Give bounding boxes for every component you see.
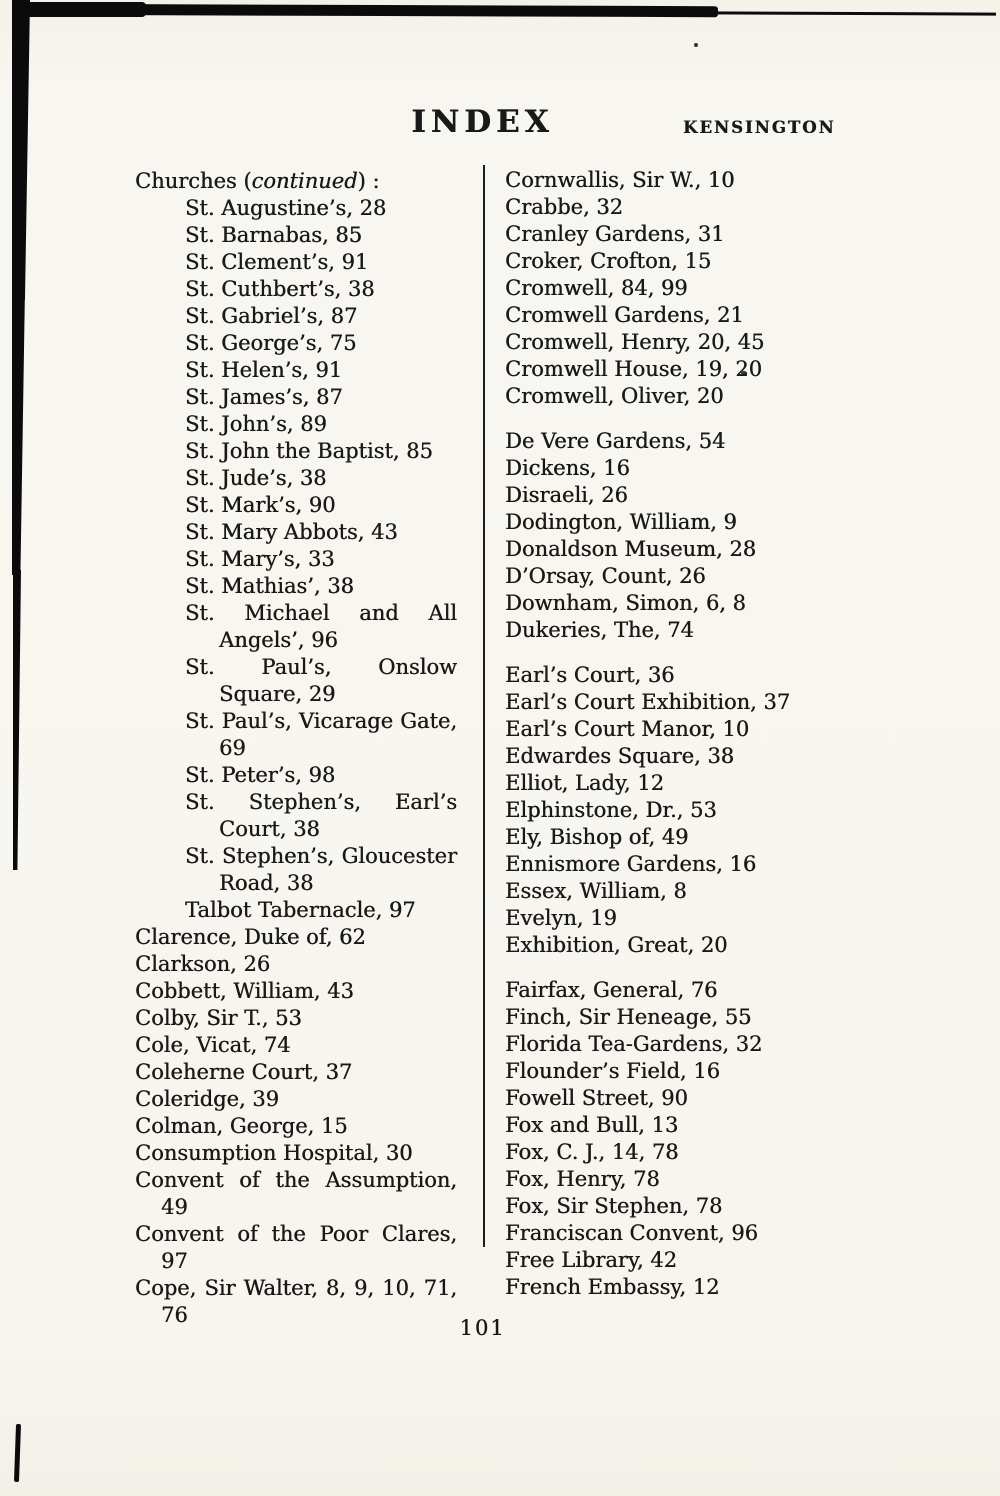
index-entry: St. John the Baptist, 85	[185, 439, 433, 463]
scan-artifact-top-blob	[26, 2, 146, 17]
column-divider-rule	[483, 165, 485, 1247]
left-column	[135, 168, 457, 1329]
index-entry: Cobbett, William, 43	[135, 979, 354, 1003]
index-entry: Cromwell, 84, 99	[505, 276, 688, 300]
index-entry: Convent of the Poor Clares, 97	[135, 1222, 457, 1273]
running-head: KENSINGTON	[683, 118, 836, 137]
scan-artifact-binding-edge-upper	[12, 0, 30, 300]
index-entry: Disraeli, 26	[505, 483, 628, 507]
index-group-c	[505, 167, 837, 410]
index-entry: Dukeries, The, 74	[505, 618, 694, 642]
index-entry: Cranley Gardens, 31	[505, 222, 725, 246]
index-entry: Fox, Sir Stephen, 78	[505, 1194, 723, 1218]
index-entry: Downham, Simon, 6, 8	[505, 591, 746, 615]
index-entry: Essex, William, 8	[505, 879, 687, 903]
index-entry: St. George’s, 75	[185, 331, 357, 355]
index-entry: Elphinstone, Dr., 53	[505, 798, 717, 822]
right-column	[505, 167, 837, 1301]
index-entry: D’Orsay, Count, 26	[505, 564, 706, 588]
index-entry: Cromwell Gardens, 21	[505, 303, 744, 327]
index-group-e	[505, 662, 837, 959]
index-entry: Ely, Bishop of, 49	[505, 825, 689, 849]
page-title: INDEX	[411, 104, 554, 140]
index-entry: Cromwell House, 19, 20	[505, 357, 763, 381]
index-entry: Ennismore Gardens, 16	[505, 852, 757, 876]
index-entry: St. Mathias’, 38	[185, 574, 354, 598]
index-entry: Free Library, 42	[505, 1248, 677, 1272]
index-entry: St. Peter’s, 98	[185, 763, 336, 787]
index-entry: Clarence, Duke of, 62	[135, 925, 366, 949]
index-entry: Coleherne Court, 37	[135, 1060, 353, 1084]
index-entry: Flounder’s Field, 16	[505, 1059, 720, 1083]
index-group-d	[505, 428, 837, 644]
index-entry: Earl’s Court, 36	[505, 663, 675, 687]
index-entry: Talbot Tabernacle, 97	[185, 898, 416, 922]
index-entry: St. Mary Abbots, 43	[185, 520, 398, 544]
index-entry: Colby, Sir T., 53	[135, 1006, 302, 1030]
index-entry: Cromwell, Henry, 20, 45	[505, 330, 765, 354]
index-entry: St. Stephen’s, Earl’s Court, 38	[185, 790, 457, 841]
index-entry: Earl’s Court Exhibition, 37	[505, 690, 791, 714]
index-entry: French Embassy, 12	[505, 1275, 720, 1299]
index-entry: St. Mark’s, 90	[185, 493, 336, 517]
index-entry: Donaldson Museum, 28	[505, 537, 757, 561]
index-entry: Fox and Bull, 13	[505, 1113, 679, 1137]
index-entry: Cromwell, Oliver, 20	[505, 384, 724, 408]
index-entry: St. Jude’s, 38	[185, 466, 327, 490]
index-entry: Finch, Sir Heneage, 55	[505, 1005, 752, 1029]
index-entry: St. Paul’s, Onslow Square, 29	[185, 655, 457, 706]
churches-heading	[135, 168, 457, 195]
index-entry: Consumption Hospital, 30	[135, 1141, 413, 1165]
index-entry: St. Stephen’s, Gloucester Road, 38	[185, 844, 457, 895]
index-entry: St. Michael and All Angels’, 96	[185, 601, 457, 652]
index-entry: Dodington, William, 9	[505, 510, 737, 534]
churches-heading-continued: continued	[251, 169, 358, 193]
left-column-entries	[135, 924, 457, 1329]
index-entry: St. James’s, 87	[185, 385, 343, 409]
index-entry: St. Mary’s, 33	[185, 547, 335, 571]
index-entry: Elliot, Lady, 12	[505, 771, 664, 795]
index-entry: Evelyn, 19	[505, 906, 617, 930]
churches-heading-before: Churches (	[135, 169, 252, 193]
index-entry: St. Clement’s, 91	[185, 250, 369, 274]
index-entry: Fairfax, General, 76	[505, 978, 718, 1002]
scan-artifact-bottom-left	[14, 1424, 21, 1482]
index-entry: Fox, Henry, 78	[505, 1167, 660, 1191]
index-entry: Exhibition, Great, 20	[505, 933, 728, 957]
index-entry: Franciscan Convent, 96	[505, 1221, 758, 1245]
index-group-f	[505, 977, 837, 1301]
index-entry: Edwardes Square, 38	[505, 744, 735, 768]
index-entry: St. Paul’s, Vicarage Gate, 69	[185, 709, 457, 760]
index-entry: St. Gabriel’s, 87	[185, 304, 358, 328]
index-entry: Cornwallis, Sir W., 10	[505, 168, 735, 192]
index-entry: Colman, George, 15	[135, 1114, 348, 1138]
page-number: 101	[459, 1316, 506, 1340]
index-entry: St. Cuthbert’s, 38	[185, 277, 375, 301]
index-entry: De Vere Gardens, 54	[505, 429, 726, 453]
index-entry: Coleridge, 39	[135, 1087, 279, 1111]
scan-speck	[694, 43, 698, 47]
index-entry: St. Barnabas, 85	[185, 223, 363, 247]
scan-artifact-binding-edge-middle	[12, 295, 26, 575]
index-entry: Dickens, 16	[505, 456, 630, 480]
scan-artifact-binding-edge-lower	[13, 570, 21, 870]
index-entry: Convent of the Assumption, 49	[135, 1168, 457, 1219]
index-entry: St. John’s, 89	[185, 412, 327, 436]
index-entry: Fowell Street, 90	[505, 1086, 688, 1110]
index-entry: Cole, Vicat, 74	[135, 1033, 291, 1057]
index-entry: St. Helen’s, 91	[185, 358, 343, 382]
index-entry: Cope, Sir Walter, 8, 9, 10, 71, 76	[135, 1276, 457, 1327]
index-entry: Clarkson, 26	[135, 952, 271, 976]
index-entry: Crabbe, 32	[505, 195, 624, 219]
index-entry: St. Augustine’s, 28	[185, 196, 387, 220]
index-entry: Earl’s Court Manor, 10	[505, 717, 750, 741]
scan-artifact-top-edge-thin	[706, 11, 996, 15]
index-entry: Croker, Crofton, 15	[505, 249, 712, 273]
churches-sublist	[135, 195, 457, 924]
index-entry: Fox, C. J., 14, 78	[505, 1140, 679, 1164]
index-entry: Florida Tea-Gardens, 32	[505, 1032, 763, 1056]
churches-heading-after: ) :	[357, 169, 380, 193]
